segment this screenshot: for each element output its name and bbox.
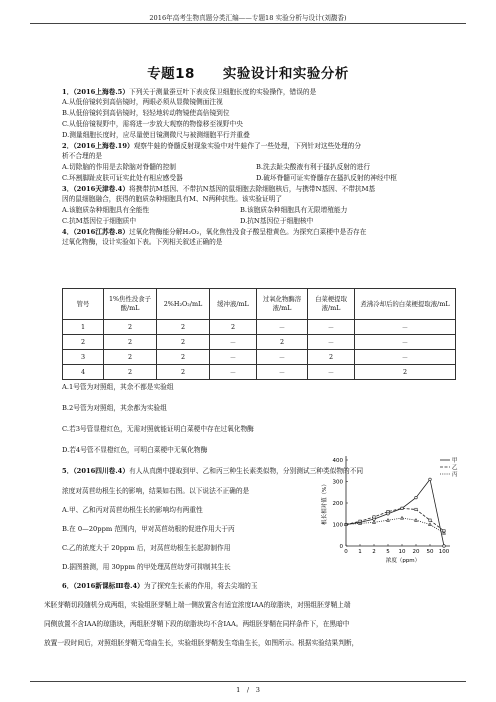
q1-option-c: C.从低倍镜视野中，需将进一步放大观察的物像移至视野中央 — [62, 120, 243, 128]
q3-option-d: D.抗N基因位于细胞核中 — [240, 217, 314, 225]
table-cell: － — [210, 365, 257, 380]
x-tick-label: 50 — [426, 549, 434, 555]
data-point — [415, 496, 418, 499]
data-point — [415, 519, 418, 522]
q2-stem-cont: 析不合理的是 — [62, 152, 103, 160]
q2-stem: 2．（2016上海卷.19）观察牛蛙的脊髓反射现象实验中对牛蛙作了一些处理，下列针对这些处理的分 — [62, 142, 362, 150]
table-cell: 2 — [157, 320, 210, 335]
table-cell: － — [355, 335, 456, 350]
table-header-cell: 白菜梗提取液/mL — [308, 289, 355, 320]
x-tick-label: 1 — [358, 549, 362, 555]
x-tick-label: 5 — [386, 549, 390, 555]
table-cell: 2 — [104, 365, 157, 380]
table-row — [63, 335, 456, 350]
table-cell: － — [308, 365, 355, 380]
data-point — [429, 519, 431, 521]
table-cell: － — [210, 350, 257, 365]
q2-option-d: D.破坏脊髓可证实脊髓存在搔扒反射的神经中枢 — [256, 174, 397, 182]
table-cell: 2 — [63, 335, 104, 350]
table-cell: 2 — [210, 320, 257, 335]
q3-option-b: B.该胞质杂种细胞具有无限增殖能力 — [240, 206, 348, 214]
q4-option-a: A.1号管为对照组，其余不都是实验组 — [62, 383, 174, 391]
doc-title: 专题18 实验设计和实验分析 — [147, 66, 349, 82]
q5-stem: 5．（2016四川卷.4）有人从真菌中提取到甲、乙和丙三种生长素类似物，分别测试三种类似物的不同 — [62, 467, 364, 475]
table-cell: － — [257, 320, 308, 335]
experiment-table — [62, 288, 456, 380]
q5-option-b: B.在 0—20ppm 范围内，甲对莴苣幼根的促进作用大于丙 — [62, 525, 235, 533]
table-header-cell: 2%H₂O₂/mL — [157, 289, 210, 320]
table-cell: 1 — [63, 320, 104, 335]
page-header: 2016年高考生物真题分类汇编——专题18 实验分析与设计(刘馥香) — [149, 14, 347, 22]
q2-option-c: C.环割脚趾皮肤可证实此处有相应感受器 — [62, 174, 183, 182]
q3-stem-cont: 因的鼠细胞融合，获得的胞质杂种细胞具有M、N两种抗性。该实验证明了 — [62, 195, 283, 203]
table-cell: － — [355, 350, 456, 365]
data-point — [415, 508, 417, 510]
y-tick-label: 300 — [332, 479, 343, 486]
data-point — [429, 523, 432, 526]
q6-stem: 6．（2016新课标Ⅲ卷.4）为了探究生长素的作用，将去尖端的玉 — [62, 582, 258, 590]
table-cell: 2 — [157, 335, 210, 350]
x-tick-label: 10 — [398, 549, 406, 555]
q5-option-a: A.甲、乙和丙对莴苣幼根生长的影响均有两重性 — [62, 506, 203, 514]
q3-option-a: A.该胞质杂种细胞具有全能性 — [62, 206, 150, 214]
y-tick-label: 100 — [332, 522, 343, 529]
table-cell: － — [257, 350, 308, 365]
table-cell: － — [308, 335, 355, 350]
data-point — [429, 478, 432, 481]
y-tick-label: 400 — [332, 458, 343, 464]
table-row — [63, 365, 456, 380]
table-cell: 2 — [157, 365, 210, 380]
q5-option-d: D.据图推测，用 30ppm 的甲处理莴苣幼芽可抑制其生长 — [62, 563, 231, 571]
table-row — [63, 320, 456, 335]
q1-option-d: D.测量细胞长度时，应尽量使目镜测微尺与被测细胞平行并重叠 — [62, 131, 250, 139]
data-point — [443, 545, 446, 548]
x-tick-label: 0 — [344, 549, 348, 555]
data-point — [387, 510, 389, 512]
x-tick-label: 100 — [438, 549, 450, 555]
table-header-cell: 管号 — [63, 289, 104, 320]
table-header-cell: 1%焦性没食子酸/mL — [104, 289, 157, 320]
table-cell: 2 — [104, 320, 157, 335]
table-cell: 3 — [63, 350, 104, 365]
q5-option-c: C.乙的浓度大于 20ppm 后，对莴苣幼根生长起抑制作用 — [62, 544, 231, 552]
q6-line-1: 米胚芽鞘切段随机分成两组，实验组胚芽鞘上端一侧放置含有适宜浓度IAA的琼脂块，对照组胚芽鞘上端 — [44, 601, 351, 609]
q1-option-b: B.从低倍镜转到高倍镜时，轻轻地转动物镜使高倍镜到位 — [62, 109, 230, 117]
data-point — [401, 507, 403, 509]
q3-option-c: C.抗M基因位于细胞质中 — [62, 217, 137, 225]
data-point — [387, 519, 390, 522]
table-cell: － — [355, 320, 456, 335]
table-cell: 2 — [104, 350, 157, 365]
y-tick-label: 0 — [339, 544, 343, 550]
table-cell: － — [308, 320, 355, 335]
x-tick-label: 2 — [372, 549, 376, 555]
q4-stem: 4．（2016江苏卷.8）过氧化物酶能分解H₂O₂，氧化焦性没食子酸呈橙黄色。为探究白菜梗中是否存在 — [62, 228, 367, 236]
q6-line-2: 同侧放置不含IAA的琼脂块，两组胚芽鞘下段的琼脂块均不含IAA。两组胚芽鞘在同样条件下，在黑暗中 — [44, 620, 350, 628]
table-cell: － — [210, 335, 257, 350]
q1-option-a: A.从低倍镜转到高倍镜时，两眼必须从显微镜侧面注视 — [62, 98, 223, 106]
q1-stem: 1．（2016上海卷.5）下列关于测量蚕豆叶下表皮保卫细胞长度的实验操作，错误的是 — [62, 88, 317, 96]
q4-option-d: D.若4号管不显橙红色，可明白菜梗中无氧化物酶 — [62, 446, 208, 454]
table-header-cell: 过氧化物酶溶液/mL — [257, 289, 308, 320]
data-point — [401, 517, 404, 520]
legend-label: 甲 — [452, 458, 458, 464]
growth-chart — [316, 452, 466, 570]
table-cell: － — [257, 365, 308, 380]
q6-line-3: 放置一段时间后，对照组胚芽鞘无弯曲生长，实验组胚芽鞘发生弯曲生长，如图所示。根据实验结果判断， — [44, 639, 359, 647]
y-axis-label: 根长相对值（%） — [322, 481, 328, 525]
legend-label: 丙 — [452, 472, 458, 478]
x-tick-label: 20 — [412, 549, 420, 555]
q4-option-b: B.2号管为对照组，其余都为实验组 — [62, 404, 167, 412]
q5-stem-cont: 浓度对莴苣幼根生长的影响，结果如右图。以下说法不正确的是 — [62, 487, 250, 495]
q3-stem: 3．（2016天津卷.4）将携带抗M基因、不带抗N基因的鼠细胞去除细胞核后，与携带N基因、不带抗M基 — [62, 185, 376, 193]
legend-label: 乙 — [452, 465, 458, 471]
data-point — [373, 521, 376, 524]
table-cell: 4 — [63, 365, 104, 380]
table-cell: 2 — [308, 350, 355, 365]
table-cell: 2 — [157, 350, 210, 365]
header-rule — [30, 23, 466, 24]
q2-option-a: A.切除脑的作用是去除脑对脊髓的控制 — [62, 163, 176, 171]
table-header-row — [63, 289, 456, 320]
footer-rule — [30, 681, 466, 682]
y-tick-label: 200 — [332, 501, 343, 507]
table-header-cell: 缓冲液/mL — [210, 289, 257, 320]
page-number: 1 / 3 — [236, 686, 260, 694]
series-line-0 — [346, 479, 444, 546]
table-cell: 2 — [104, 335, 157, 350]
table-cell: 2 — [355, 365, 456, 380]
data-point — [373, 516, 375, 518]
q4-stem-cont: 过氧化物酶，设计实验如下表。下列相关叙述正确的是 — [62, 238, 223, 246]
table-header-cell: 煮沸冷却后的白菜梗提取液/mL — [355, 289, 456, 320]
table-row — [63, 350, 456, 365]
q2-option-b: B.洗去趾尖酸液有利于搔扒反射的进行 — [256, 163, 371, 171]
table-cell: 2 — [257, 335, 308, 350]
x-axis-label: 浓度（ppm） — [385, 558, 421, 564]
q4-option-c: C.若3号管显橙红色，无需对照就能证明白菜梗中存在过氧化物酶 — [62, 425, 254, 433]
